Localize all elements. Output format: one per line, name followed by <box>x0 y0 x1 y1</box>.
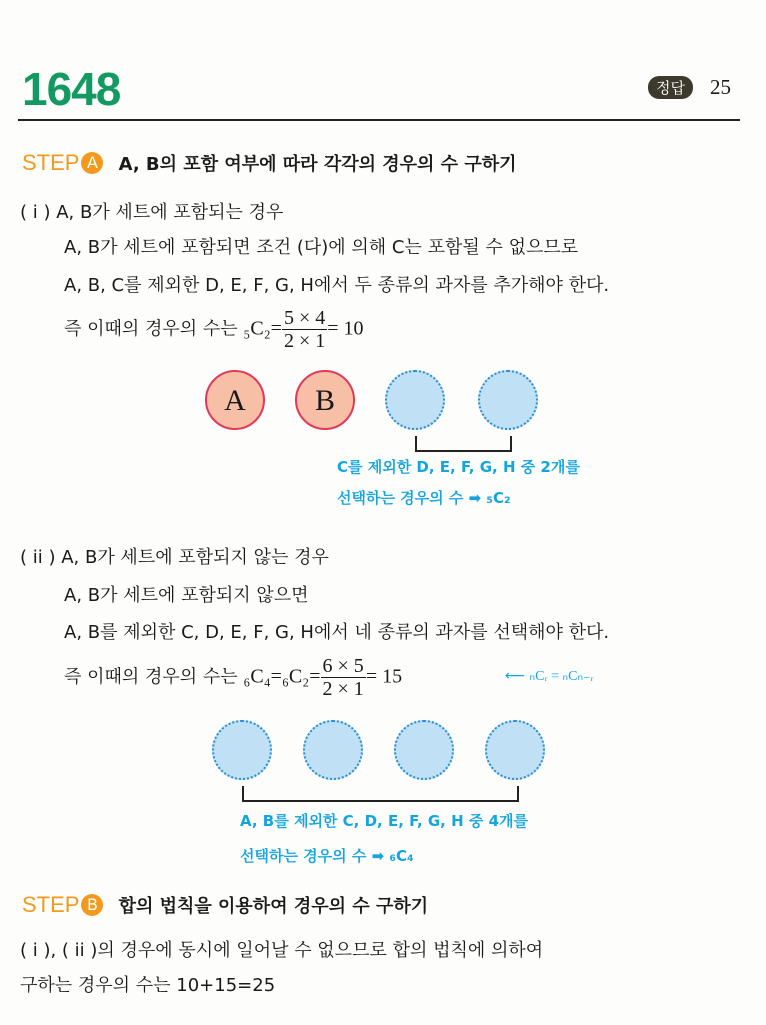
numerator: 6 × 5 <box>322 655 364 677</box>
step-letter-icon: B <box>81 894 103 916</box>
note1: C를 제외한 D, E, F, G, H 중 2개를 <box>337 458 580 476</box>
formula-prefix: 즉 이때의 경우의 수는 <box>64 666 244 688</box>
bracket <box>242 786 519 802</box>
case1-line1: A, B가 세트에 포함되면 조건 (다)에 의해 C는 포함될 수 없으므로 <box>64 237 579 258</box>
problem-number: 1648 <box>22 63 121 115</box>
case2-formula <box>64 655 402 700</box>
case1-formula <box>64 307 364 352</box>
fraction <box>321 655 366 700</box>
case1-heading: ( i ) A, B가 세트에 포함되는 경우 <box>20 202 284 223</box>
formula-result: = 15 <box>365 665 403 688</box>
step-letter-icon: A <box>81 152 103 174</box>
fraction <box>282 307 327 352</box>
formula-comb: ₅C₂= <box>243 317 282 340</box>
case2-heading: ( ii ) A, B가 세트에 포함되지 않는 경우 <box>20 547 329 568</box>
step-title: 합의 법칙을 이용하여 경우의 수 구하기 <box>118 896 429 917</box>
formula-comb: ₆C₄=₆C₂= <box>243 665 321 688</box>
case1-line2: A, B, C를 제외한 D, E, F, G, H에서 두 종류의 과자를 추가해야 한다. <box>64 275 610 296</box>
note2: 선택하는 경우의 수 ➡ ₅C₂ <box>337 489 511 507</box>
numerator: 5 × 4 <box>283 307 326 329</box>
side-note-text: ₙCᵣ = ₙCₙ₋ᵣ <box>529 669 594 684</box>
denominator: 2 × 1 <box>283 330 326 352</box>
answer-value: 25 <box>710 75 731 99</box>
note1: A, B를 제외한 C, D, E, F, G, H 중 4개를 <box>240 812 529 830</box>
answer-badge: 정답 <box>648 76 693 99</box>
formula-prefix: 즉 이때의 경우의 수는 <box>64 318 244 340</box>
empty-slot <box>485 720 545 780</box>
step-label: STEP <box>22 892 80 917</box>
conclusion-line1: ( i ), ( ii )의 경우에 동시에 일어날 수 없으므로 합의 법칙에 의하여 <box>20 940 544 961</box>
bracket <box>415 436 512 452</box>
empty-slot <box>212 720 272 780</box>
circle-b: B <box>295 370 355 430</box>
denominator: 2 × 1 <box>322 678 364 700</box>
formula-result: = 10 <box>327 317 364 340</box>
case2-line1: A, B가 세트에 포함되지 않으면 <box>64 585 309 606</box>
step-label: STEP <box>22 150 80 175</box>
arrow-left-icon: ⟵ <box>505 668 530 684</box>
step-a-heading <box>22 150 517 176</box>
empty-slot <box>303 720 363 780</box>
step-title: A, B의 포함 여부에 따라 각각의 경우의 수 구하기 <box>118 154 517 175</box>
empty-slot <box>478 370 538 430</box>
note2: 선택하는 경우의 수 ➡ ₆C₄ <box>240 847 414 865</box>
side-note <box>505 668 594 685</box>
step-b-heading <box>22 892 428 918</box>
empty-slot <box>385 370 445 430</box>
circle-a: A <box>205 370 265 430</box>
case2-line2: A, B를 제외한 C, D, E, F, G, H에서 네 종류의 과자를 선택해야 한다. <box>64 622 610 643</box>
conclusion-line2: 구하는 경우의 수는 10+15=25 <box>20 975 276 996</box>
divider <box>18 119 740 121</box>
empty-slot <box>394 720 454 780</box>
